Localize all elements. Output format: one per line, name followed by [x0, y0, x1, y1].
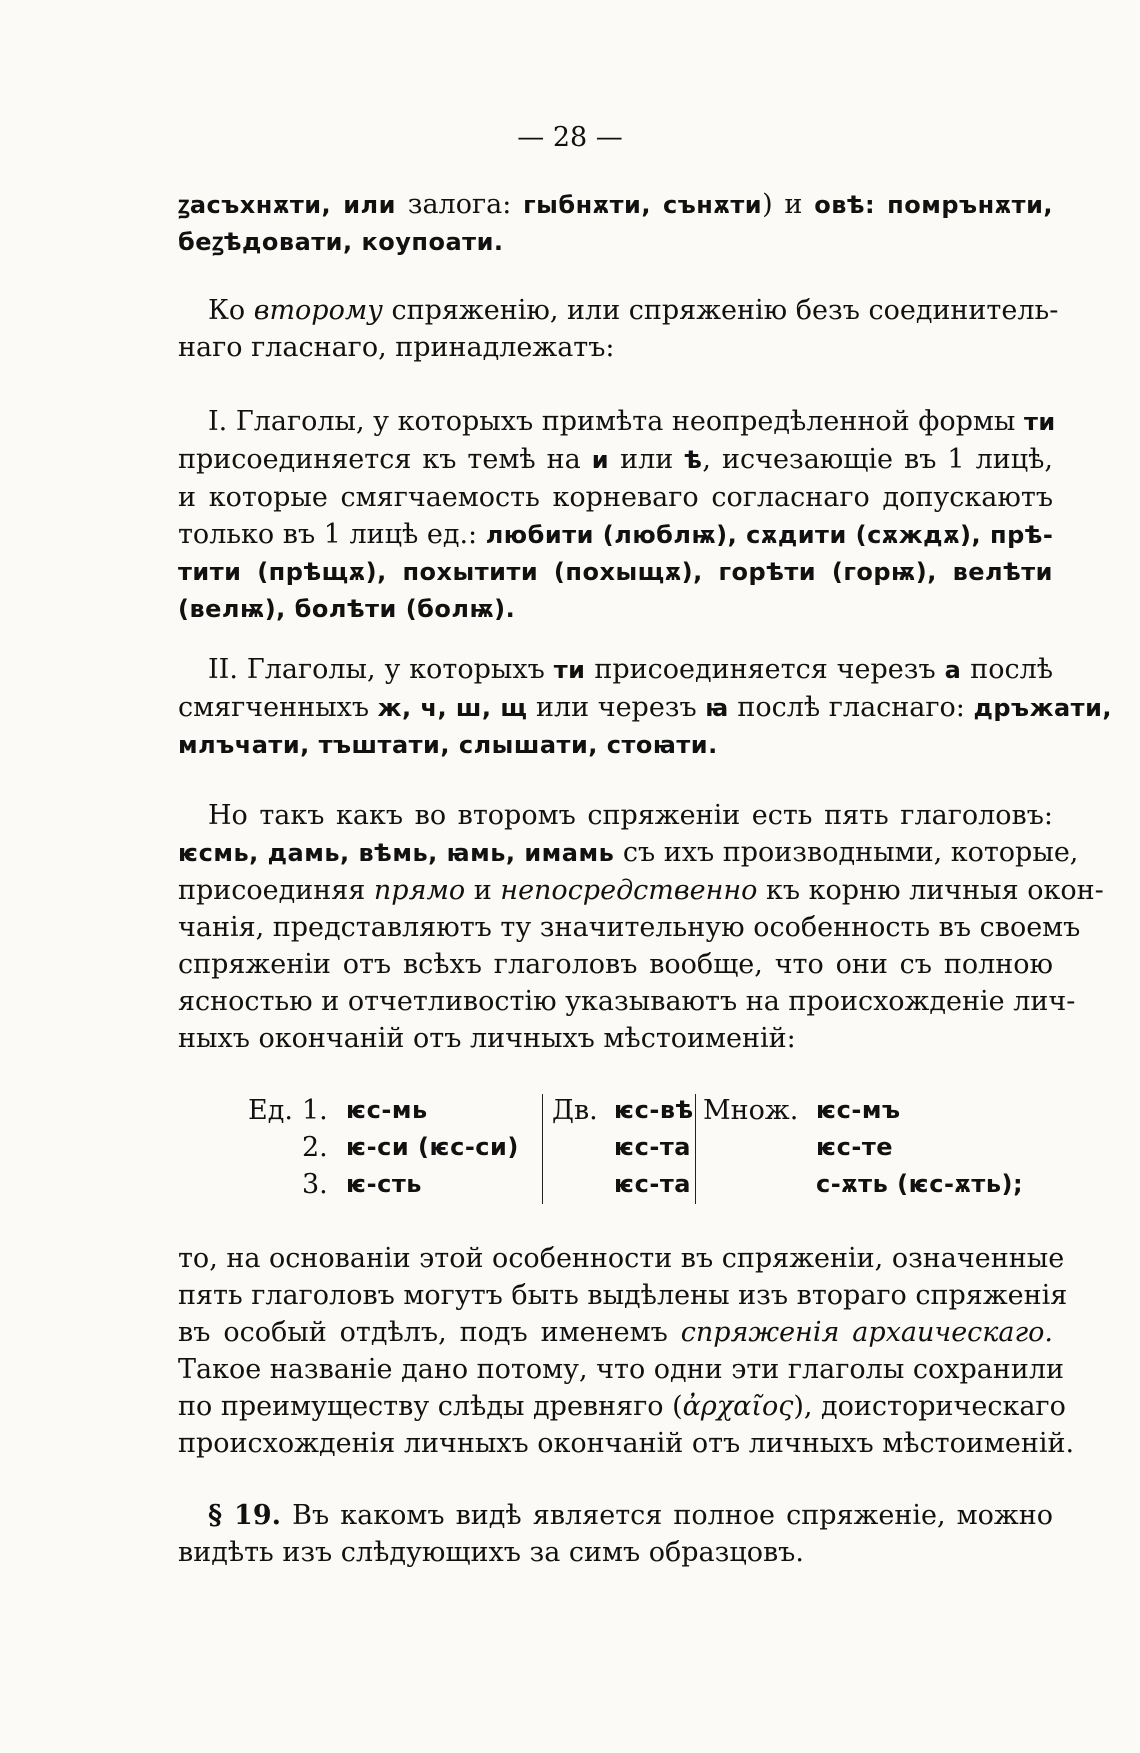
church-slavonic-words: гыбнѫти, сънѫти	[523, 191, 763, 219]
text-line: Но такъ какъ во второмъ спряженіи есть пять глаголовъ:	[208, 800, 1053, 831]
text-run: , исчезающіе въ 1 лицѣ,	[702, 444, 1053, 475]
church-slavonic-words: ти	[1024, 408, 1056, 436]
text-line: млъчати, тъштати, слышати, стоꙗти.	[178, 731, 718, 759]
paragraph-continuation	[178, 186, 1053, 261]
text-line: происхожденія личныхъ окончаній отъ личныхъ мѣстоименій.	[178, 1428, 1075, 1459]
text-line	[178, 834, 1079, 872]
italic-term: второму	[253, 295, 383, 326]
text-line: и которые смягчаемость корневаго согласнаго допускаютъ	[178, 482, 1053, 513]
text-line: тити (прѣщѫ), похытити (похыщѫ), горѣти (горѭ), велѣти	[178, 558, 1053, 586]
italic-term: спряженія архаическаго.	[680, 1317, 1054, 1348]
paragraph-second-conjugation	[178, 292, 1059, 366]
text-run: II. Глаголы, у которыхъ	[208, 654, 554, 685]
plural-forms	[816, 1092, 1023, 1203]
text-line: чанія, представляютъ ту значительную особенность въ своемъ	[178, 912, 1081, 943]
text-line	[178, 441, 1053, 479]
text-line: наго гласнаго, принадлежатъ:	[178, 332, 615, 363]
text-run: Ко	[208, 295, 254, 326]
paragraph-archaic-verbs	[178, 797, 1104, 1057]
text-line: пять глаголовъ могутъ быть выдѣлены изъ втораго спряженія	[178, 1280, 1068, 1311]
text-line: видѣть изъ слѣдующихъ за симъ образцовъ.	[178, 1537, 804, 1568]
text-run: послѣ	[961, 654, 1054, 685]
singular-forms	[346, 1092, 519, 1203]
paragraph-verbs-group-1	[178, 403, 1056, 628]
text-line	[178, 689, 1113, 727]
text-line: ясностью и отчетливостію указываютъ на происхожденіе лич-	[178, 986, 1076, 1017]
text-line: то, на основаніи этой особенности въ спряженіи, означенные	[178, 1243, 1065, 1274]
text-run: или черезъ	[527, 692, 706, 723]
form-cell: ѥ-си (ѥс-си)	[346, 1133, 519, 1161]
text-run: смягченныхъ	[178, 692, 378, 723]
text-line	[178, 651, 1053, 689]
text-line	[178, 403, 1056, 441]
text-line: (велѭ), болѣти (болѭ).	[178, 595, 516, 623]
form-cell: ѥс-та	[614, 1170, 691, 1198]
text-run: I. Глаголы, у которыхъ примѣта неопредѣленной формы	[208, 406, 1024, 437]
church-slavonic-words: а	[944, 656, 962, 684]
text-line	[178, 1497, 1053, 1534]
singular-label: Ед.	[248, 1095, 293, 1126]
number-column	[302, 1092, 328, 1203]
church-slavonic-words: ж, ч, ш, щ	[377, 694, 528, 722]
text-line	[178, 1388, 1066, 1425]
person-number: 1.	[302, 1095, 328, 1126]
dual-label: Дв.	[552, 1095, 598, 1126]
form-cell: ѥс-та	[614, 1133, 691, 1161]
church-slavonic-words: овѣ: помрънѫти,	[814, 191, 1054, 219]
plural-label: Множ.	[703, 1095, 799, 1126]
text-line: Такое названіе дано потому, что одни эти глаголы сохранили	[178, 1354, 1065, 1385]
italic-term: прямо	[373, 875, 466, 906]
column-divider	[542, 1094, 543, 1204]
paragraph-archaic-conclusion	[178, 1240, 1075, 1462]
text-line: спряженіи отъ всѣхъ глаголовъ вообще, что они съ полною	[178, 949, 1053, 980]
plural-label-column	[703, 1092, 798, 1129]
church-slavonic-words: дръжати,	[973, 694, 1113, 722]
church-slavonic-words: ѣ	[684, 446, 703, 474]
text-run: въ особый отдѣлъ, подъ именемъ	[178, 1317, 681, 1348]
text-run: присоединяется къ темѣ на	[178, 444, 592, 475]
dual-forms	[614, 1092, 694, 1203]
text-line	[178, 292, 1059, 329]
church-slavonic-words: любити (люблѭ), сѫдити (сѫждѫ), прѣ-	[485, 521, 1054, 549]
paragraph-verbs-group-2	[178, 651, 1113, 764]
greek-term: ἀρχαῖος	[682, 1391, 794, 1422]
text-line	[178, 872, 1104, 909]
text-run: съ ихъ производными, которые,	[614, 837, 1079, 868]
form-cell: ѥс-мъ	[816, 1096, 901, 1124]
italic-term: непосредственно	[500, 875, 758, 906]
section-number: § 19.	[208, 1500, 282, 1531]
page-number: — 28 —	[517, 122, 623, 153]
form-cell: ѥ-сть	[346, 1170, 422, 1198]
text-run: по преимуществу слѣды древняго (	[178, 1391, 683, 1422]
paradigm-table	[248, 1092, 1048, 1212]
person-number: 2.	[302, 1132, 328, 1163]
form-cell: ѥс-те	[816, 1133, 894, 1161]
column-divider	[695, 1094, 696, 1204]
text-line	[178, 186, 1053, 224]
singular-label-column	[248, 1092, 293, 1129]
person-number: 3.	[302, 1169, 328, 1200]
text-run: спряженію, или спряженію безъ соединитель-	[382, 295, 1059, 326]
dual-label-column	[552, 1092, 598, 1129]
church-slavonic-words: ꙗ	[705, 694, 729, 722]
text-run: или	[609, 444, 685, 475]
text-run: и	[465, 875, 501, 906]
text-line	[178, 516, 1053, 554]
form-cell: ѥс-вѣ	[614, 1096, 694, 1124]
text-line: беꙁѣдовати, коупоати.	[178, 228, 504, 256]
text-line: ныхъ окончаній отъ личныхъ мѣстоименій:	[178, 1023, 796, 1054]
text-run: присоединяется черезъ	[585, 654, 945, 685]
text-run: ), доисторическаго	[793, 1391, 1066, 1422]
text-run: ) и	[762, 189, 815, 220]
form-cell: с-ѫть (ѥс-ѫть);	[816, 1170, 1024, 1198]
church-slavonic-words: ѥсмь, дамь, вѣмь, ꙗмь, имамь	[178, 839, 615, 867]
text-line	[178, 1314, 1053, 1351]
section-19	[178, 1497, 1053, 1571]
church-slavonic-words: ꙁасъхнѫти, или	[178, 191, 396, 219]
church-slavonic-words: и	[591, 446, 610, 474]
form-cell: ѥс-мь	[346, 1096, 428, 1124]
text-run: присоединяя	[178, 875, 374, 906]
text-run: къ корню личныя окон-	[757, 875, 1104, 906]
text-run: залога:	[395, 189, 524, 220]
text-run: послѣ гласнаго:	[728, 692, 974, 723]
text-run: только въ 1 лицѣ ед.:	[178, 519, 486, 550]
text-run: Въ какомъ видѣ является полное спряженіе, можно	[281, 1500, 1053, 1531]
church-slavonic-words: ти	[553, 656, 586, 684]
